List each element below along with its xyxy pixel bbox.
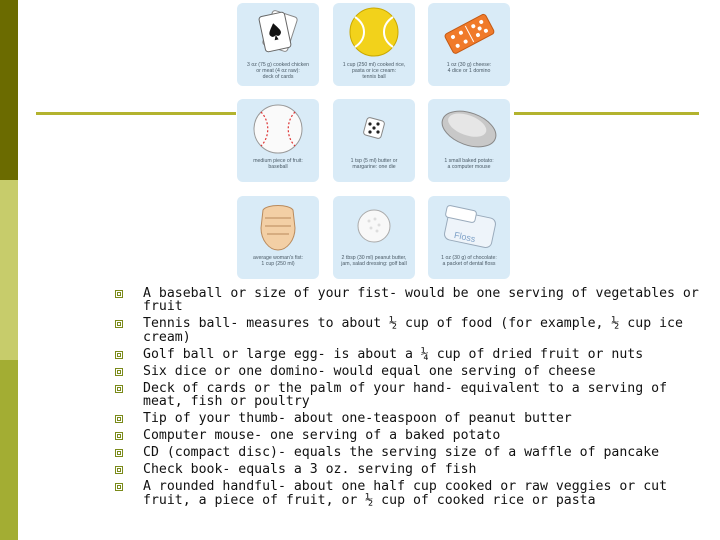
bullet-icon [115,385,123,393]
list-item [110,412,710,425]
floss-label: Floss [453,229,477,245]
bullet-icon [115,449,123,457]
dental-floss-icon [428,196,510,254]
tile-caption: 1 cup (250 ml) cooked rice, pasta or ice cream: tennis ball [342,62,406,81]
left-color-bar [0,0,18,540]
tile-computer-mouse [428,99,510,182]
tile-caption: medium piece of fruit: baseball [253,158,303,171]
list-item [110,463,710,476]
serving-size-list [110,287,710,511]
baseball-icon [237,99,319,157]
playing-cards-icon [237,3,319,61]
list-item-text: A baseball or size of your fist- would be one serving of vegetables or fruit [143,286,699,315]
tile-caption: 1 oz (30 g) of chocolate: a packet of dental floss [441,255,497,268]
list-item [110,317,710,344]
list-item-text: Tennis ball- measures to about ½ cup of food (for example, ½ cup ice cream) [143,316,683,345]
horizontal-rule [36,112,236,115]
golf-ball-icon [333,196,415,254]
list-item-text: Golf ball or large egg- is about a ¼ cup of dried fruit or nuts [143,346,644,362]
fist-icon [237,196,319,254]
dice-icon [333,99,415,157]
bullet-icon [115,351,123,359]
tile-baseball [237,99,319,182]
bullet-icon [115,432,123,440]
tile-dice [333,99,415,182]
tile-caption: 1 oz (30 g) cheese: 4 dice or 1 domino [446,62,492,75]
list-item-text: Six dice or one domino- would equal one serving of cheese [143,363,596,379]
bullet-icon [115,320,123,328]
bullet-icon [115,290,123,298]
tile-caption: 1 small baked potato: a computer mouse [444,158,494,171]
tile-tennis-ball [333,3,415,86]
tile-caption: average woman's fist: 1 cup (250 ml) [252,255,303,268]
bullet-icon [115,483,123,491]
list-item-text: A rounded handful- about one half cup cooked or raw veggies or cut fruit, a piece of fruit, or ½ cup of cooked rice or pasta [143,479,668,508]
tile-dental-floss [428,196,510,279]
list-item [110,480,710,507]
list-item [110,348,710,361]
list-item-text: Check book- equals a 3 oz. serving of fish [143,462,477,478]
tile-caption: 2 tbsp (30 ml) peanut butter, jam, salad dressing: golf ball [341,255,407,268]
list-item-text: Deck of cards or the palm of your hand- equivalent to a serving of meat, fish or poultry [143,380,668,410]
list-item-text: CD (compact disc)- equals the serving size of a waffle of pancake [143,445,660,461]
list-item [110,382,710,409]
tile-caption: 1 tsp (5 ml) butter or margarine: one die [350,158,398,171]
tennis-ball-icon [333,3,415,61]
bullet-icon [115,368,123,376]
list-item [110,287,710,314]
tile-caption: 3 oz (75 g) cooked chicken or meat (4 oz raw): deck of cards [247,62,309,81]
list-item-text: Tip of your thumb- about one-teaspoon of peanut butter [143,411,572,427]
list-item [110,429,710,442]
tile-deck-of-cards [237,3,319,86]
tile-fist [237,196,319,279]
color-bar-segment [0,180,18,360]
domino-icon [428,3,510,61]
bullet-icon [115,415,123,423]
color-bar-segment [0,0,18,180]
list-item [110,365,710,378]
color-bar-segment [0,360,18,540]
bullet-icon [115,466,123,474]
list-item [110,446,710,459]
tile-domino [428,3,510,86]
horizontal-rule [514,112,699,115]
list-item-text: Computer mouse- one serving of a baked potato [143,428,501,444]
tile-golf-ball [333,196,415,279]
computer-mouse-icon [428,99,510,157]
